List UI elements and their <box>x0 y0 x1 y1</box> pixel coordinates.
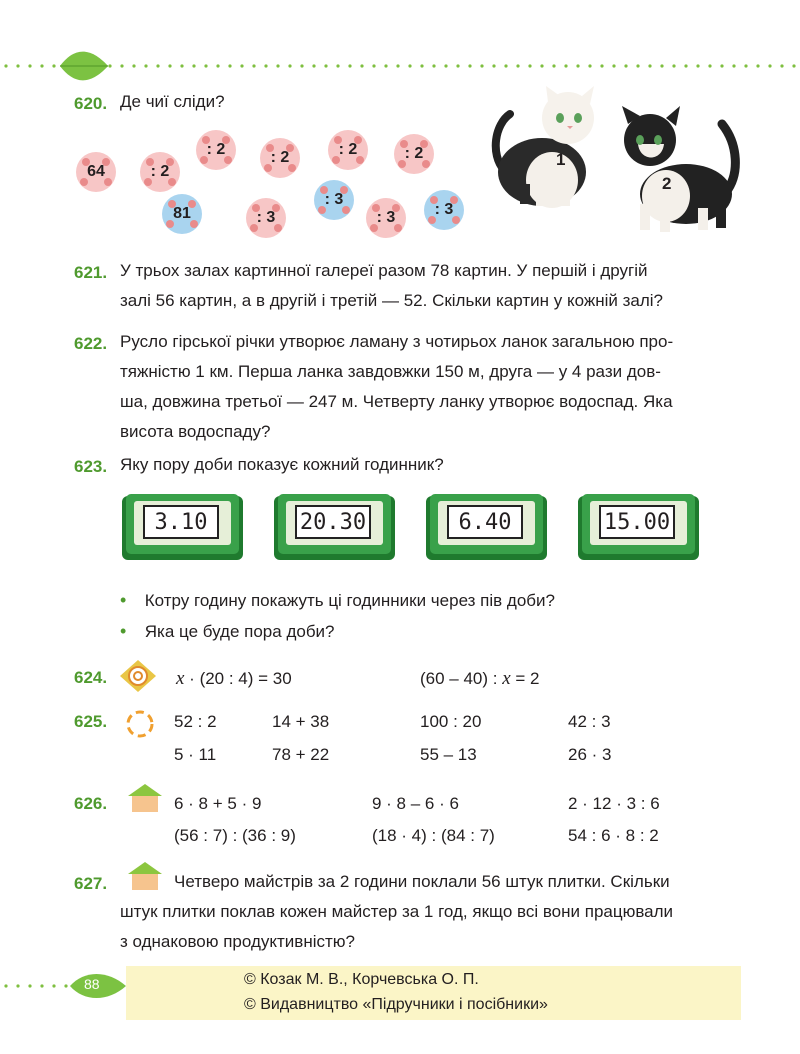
clock-display: 3.10 <box>154 509 208 535</box>
bullet-text: Яка це буде пора доби? <box>144 622 335 641</box>
equation-text: = 2 <box>515 669 540 688</box>
paw-label: : 3 <box>376 209 396 226</box>
text-line: тяжністю 1 км. Перша ланка завдовжки 150 м, друга — у 4 рази дов- <box>120 362 661 381</box>
top-dotted-border <box>0 62 800 70</box>
equation-1: x · (20 : 4) = 30 <box>176 668 292 689</box>
page-number: 88 <box>84 976 100 992</box>
task-627-number: 627. <box>74 874 108 893</box>
expression: 78 + 22 <box>272 745 330 764</box>
task-626-number: 626. <box>74 794 108 813</box>
copyright-line-1: © Козак М. В., Корчевська О. П. <box>244 971 479 988</box>
bullet-icon: • <box>120 621 127 641</box>
digital-clock <box>424 492 549 564</box>
digital-clock <box>120 492 245 564</box>
bullet-item <box>120 617 335 647</box>
digital-clock <box>272 492 397 564</box>
cat-1-label: 1 <box>556 150 566 169</box>
paw-print <box>140 152 180 192</box>
expression: (56 : 7) : (36 : 9) <box>174 826 296 845</box>
cycle-arrows-icon <box>120 706 160 742</box>
variable: x <box>502 668 511 689</box>
task-624-number: 624. <box>74 668 108 687</box>
cats-illustration <box>490 84 750 236</box>
text-line: У трьох залах картинної галереї разом 78 картин. У першій і другій <box>120 261 648 280</box>
task-620-text: Де чиї сліди? <box>120 92 225 111</box>
bullet-item <box>120 586 555 616</box>
text-line: Русло гірської річки утворює ламану з чотирьох ланок загальною про- <box>120 332 674 351</box>
paw-print <box>328 130 368 170</box>
paw-label: : 3 <box>434 201 454 218</box>
task-621 <box>74 256 754 316</box>
task-625-number: 625. <box>74 712 108 731</box>
paw-print <box>76 152 116 192</box>
clock-display: 20.30 <box>299 509 367 535</box>
clock-display: 15.00 <box>603 509 671 535</box>
target-icon <box>118 658 158 694</box>
task-623-number: 623. <box>74 457 108 476</box>
paw-label: 81 <box>173 205 191 222</box>
house-icon <box>126 860 164 892</box>
task-622-text <box>120 327 750 447</box>
expression: 9 · 8 – 6 · 6 <box>372 794 459 813</box>
paw-print <box>246 198 286 238</box>
task-622 <box>74 327 754 447</box>
task-623-text: Яку пору доби показує кожний годинник? <box>120 455 444 474</box>
paw-label: : 2 <box>270 149 290 166</box>
bullet-icon: • <box>120 590 127 610</box>
task-621-text <box>120 256 750 316</box>
expression: 42 : 3 <box>568 712 611 731</box>
paw-print <box>162 194 202 234</box>
expression: 54 : 6 · 8 : 2 <box>568 826 659 845</box>
paw-print <box>314 180 354 220</box>
equation-2 <box>420 668 540 690</box>
text-line: ша, довжина третьої — 247 м. Четверту ланку утворює водоспад. Яка <box>120 392 673 411</box>
expression: 5 · 11 <box>174 745 217 764</box>
paw-label: : 3 <box>324 191 344 208</box>
cat-1-figure <box>496 86 594 208</box>
bullet-text: Котру годину покажуть ці годинники через пів доби? <box>144 591 555 610</box>
task-621-number: 621. <box>74 263 108 282</box>
paw-label: : 2 <box>338 141 358 158</box>
expression: (18 · 4) : (84 : 7) <box>372 826 495 845</box>
house-icon <box>126 782 164 814</box>
paw-print <box>366 198 406 238</box>
leaf-icon <box>58 44 110 88</box>
expression: 14 + 38 <box>272 712 330 731</box>
text-line: штук плитки поклав кожен майстер за 1 год, якщо всі вони працювали <box>120 902 674 921</box>
paw-print <box>424 190 464 230</box>
digital-clock <box>576 492 701 564</box>
paw-label: : 2 <box>404 145 424 162</box>
text-line: залі 56 картин, а в другій і третій — 52. Скільки картин у кожній залі? <box>120 291 664 310</box>
text-line: Четверо майстрів за 2 години поклали 56 штук плитки. Скільки <box>174 872 670 891</box>
task-622-number: 622. <box>74 334 108 353</box>
paw-label: : 2 <box>206 141 226 158</box>
expression: 100 : 20 <box>420 712 482 731</box>
paw-print <box>394 134 434 174</box>
footer-dotted-border <box>0 982 70 990</box>
expression: 55 – 13 <box>420 745 477 764</box>
paw-label: 64 <box>87 163 105 180</box>
variable: x <box>176 668 185 689</box>
paw-print <box>260 138 300 178</box>
cat-2-figure <box>622 106 735 232</box>
expression: 52 : 2 <box>174 712 217 731</box>
paw-label: : 2 <box>150 163 170 180</box>
paw-print <box>196 130 236 170</box>
equation-text: (60 – 40) : <box>420 669 498 688</box>
expression: 26 · 3 <box>568 745 612 764</box>
equation-text: (20 : 4) = 30 <box>199 669 292 688</box>
expression: 2 · 12 · 3 : 6 <box>568 794 660 813</box>
task-620-number: 620. <box>74 94 108 113</box>
clock-display: 6.40 <box>458 509 512 535</box>
copyright-line-2: © Видавництво «Підручники і посібники» <box>244 996 548 1013</box>
cat-2-label: 2 <box>662 174 672 193</box>
text-line: висота водоспаду? <box>120 422 271 441</box>
expression: 6 · 8 + 5 · 9 <box>174 794 262 813</box>
text-line: з однаковою продуктивністю? <box>120 932 355 951</box>
paw-label: : 3 <box>256 209 276 226</box>
